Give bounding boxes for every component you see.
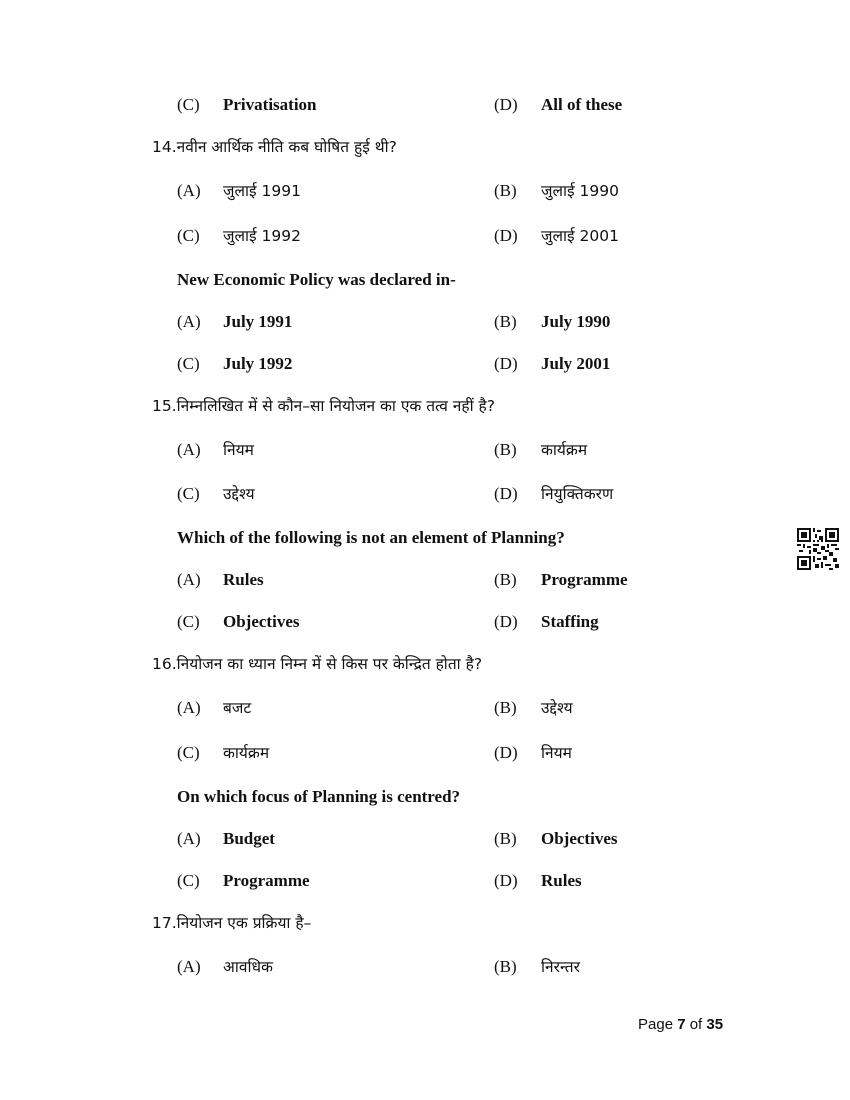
option-text: नियम bbox=[541, 744, 572, 762]
option-label: (B) bbox=[494, 957, 517, 976]
question-text: Which of the following is not an element of Planning? bbox=[177, 528, 565, 547]
page-prefix: Page bbox=[638, 1016, 678, 1033]
option-label: (C) bbox=[177, 354, 200, 373]
option-label: (A) bbox=[177, 957, 201, 976]
option-text: नियुक्तिकरण bbox=[541, 485, 614, 503]
option-label: (C) bbox=[177, 484, 200, 503]
question-14-english bbox=[0, 265, 850, 295]
page-current: 7 bbox=[677, 1016, 686, 1033]
page-middle: of bbox=[685, 1016, 707, 1033]
option-text: Programme bbox=[541, 570, 628, 589]
option-text: Objectives bbox=[541, 829, 618, 848]
option-text: जुलाई 1990 bbox=[541, 182, 620, 200]
option-text: आवधिक bbox=[223, 958, 273, 976]
option-text: बजट bbox=[223, 699, 252, 717]
option-text: निरन्तर bbox=[541, 958, 580, 976]
question-16-english bbox=[0, 782, 850, 812]
option-row bbox=[0, 565, 850, 595]
question-text: On which focus of Planning is centred? bbox=[177, 787, 461, 806]
option-text: Privatisation bbox=[223, 95, 317, 114]
option-label: (A) bbox=[177, 440, 201, 459]
option-text: Rules bbox=[223, 570, 264, 589]
qr-code-icon bbox=[797, 528, 839, 570]
option-text: उद्देश्य bbox=[541, 699, 573, 717]
option-text: जुलाई 1992 bbox=[223, 227, 302, 245]
option-label: (B) bbox=[494, 181, 517, 200]
option-label: (A) bbox=[177, 698, 201, 717]
option-text: उद्देश्य bbox=[223, 485, 255, 503]
page-total: 35 bbox=[706, 1016, 724, 1033]
question-16-hindi bbox=[0, 649, 850, 679]
option-row bbox=[0, 607, 850, 637]
question-text: 14.नवीन आर्थिक नीति कब घोषित हुई थी? bbox=[152, 138, 397, 156]
option-label: (D) bbox=[494, 95, 518, 114]
option-label: (D) bbox=[494, 612, 518, 631]
option-text: कार्यक्रम bbox=[223, 744, 270, 762]
option-text: All of these bbox=[541, 95, 623, 114]
question-15-hindi bbox=[0, 391, 850, 421]
question-text: 15.निम्नलिखित में से कौन–सा नियोजन का एक तत्व नहीं है? bbox=[152, 397, 495, 415]
option-row bbox=[0, 693, 850, 723]
question-text: 16.नियोजन का ध्यान निम्न में से किस पर केन्द्रित होता है? bbox=[152, 655, 483, 673]
option-row bbox=[0, 90, 850, 120]
question-15-english bbox=[0, 523, 850, 553]
option-label: (B) bbox=[494, 312, 517, 331]
option-row bbox=[0, 479, 850, 509]
option-label: (A) bbox=[177, 312, 201, 331]
option-label: (A) bbox=[177, 570, 201, 589]
option-text: कार्यक्रम bbox=[541, 441, 588, 459]
option-text: July 1990 bbox=[541, 312, 611, 331]
option-row bbox=[0, 952, 850, 982]
option-label: (C) bbox=[177, 871, 200, 890]
option-text: Programme bbox=[223, 871, 310, 890]
option-text: जुलाई 2001 bbox=[541, 227, 620, 245]
option-row bbox=[0, 866, 850, 896]
option-text: July 1992 bbox=[223, 354, 293, 373]
option-label: (B) bbox=[494, 570, 517, 589]
question-17-hindi bbox=[0, 908, 850, 938]
option-label: (B) bbox=[494, 698, 517, 717]
option-label: (D) bbox=[494, 226, 518, 245]
option-text: Objectives bbox=[223, 612, 300, 631]
question-text: New Economic Policy was declared in- bbox=[177, 270, 456, 289]
option-label: (A) bbox=[177, 829, 201, 848]
option-text: July 2001 bbox=[541, 354, 611, 373]
option-row bbox=[0, 435, 850, 465]
option-text: Staffing bbox=[541, 612, 599, 631]
option-row bbox=[0, 738, 850, 768]
option-label: (B) bbox=[494, 829, 517, 848]
option-label: (C) bbox=[177, 612, 200, 631]
option-label: (D) bbox=[494, 484, 518, 503]
option-row bbox=[0, 824, 850, 854]
option-text: July 1991 bbox=[223, 312, 293, 331]
option-row bbox=[0, 221, 850, 251]
option-label: (C) bbox=[177, 226, 200, 245]
option-text: Rules bbox=[541, 871, 582, 890]
option-row bbox=[0, 307, 850, 337]
option-label: (C) bbox=[177, 95, 200, 114]
option-label: (C) bbox=[177, 743, 200, 762]
option-label: (D) bbox=[494, 354, 518, 373]
option-label: (A) bbox=[177, 181, 201, 200]
option-label: (D) bbox=[494, 743, 518, 762]
option-text: Budget bbox=[223, 829, 275, 848]
question-14-hindi bbox=[0, 132, 850, 162]
option-label: (B) bbox=[494, 440, 517, 459]
option-text: नियम bbox=[223, 441, 254, 459]
question-text: 17.नियोजन एक प्रक्रिया है– bbox=[152, 914, 312, 932]
option-text: जुलाई 1991 bbox=[223, 182, 302, 200]
option-row bbox=[0, 349, 850, 379]
option-label: (D) bbox=[494, 871, 518, 890]
page-number bbox=[638, 1013, 723, 1037]
option-row bbox=[0, 176, 850, 206]
